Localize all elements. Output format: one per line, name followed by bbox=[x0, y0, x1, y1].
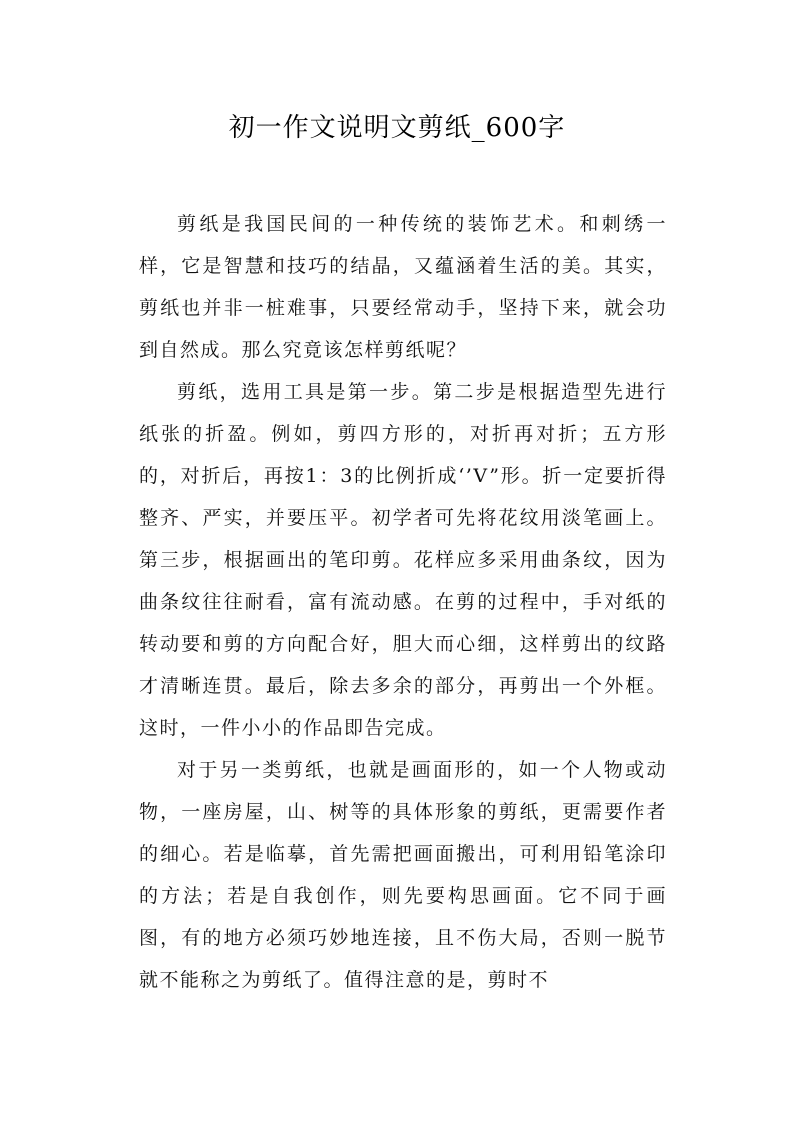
document-body bbox=[139, 203, 667, 1001]
paragraph-2: 剪纸，选用工具是第一步。第二步是根据造型先进行纸张的折盈。例如，剪四方形的，对折再对折；五方形的，对折后，再按1：3的比例折成‘’V”形。折一定要折得整齐、严实，并要压平。初学者可先将花纹用淡笔画上。第三步，根据画出的笔印剪。花样应多采用曲条纹，因为曲条纹往往耐看，富有流动感。在剪的过程中，手对纸的转动要和剪的方向配合好，胆大而心细，这样剪出的纹路才清晰连贯。最后，除去多余的部分，再剪出一个外框。这时，一件小小的作品即告完成。 bbox=[139, 381, 667, 739]
document-title: 初一作文说明文剪纸_600字 bbox=[228, 113, 566, 143]
paragraph-3: 对于另一类剪纸，也就是画面形的，如一个人物或动物，一座房屋，山、树等的具体形象的剪纸，更需要作者的细心。若是临摹，首先需把画面搬出，可利用铅笔涂印的方法；若是自我创作，则先要构思画面。它不同于画图，有的地方必须巧妙地连接，且不伤大局，否则一脱节就不能称之为剪纸了。值得注意的是，剪时不 bbox=[139, 759, 667, 991]
paragraph-1: 剪纸是我国民间的一种传统的装饰艺术。和刺绣一样，它是智慧和技巧的结晶，又蕴涵着生活的美。其实，剪纸也并非一桩难事，只要经常动手，坚持下来，就会功到自然成。那么究竟该怎样剪纸呢？ bbox=[139, 213, 667, 361]
